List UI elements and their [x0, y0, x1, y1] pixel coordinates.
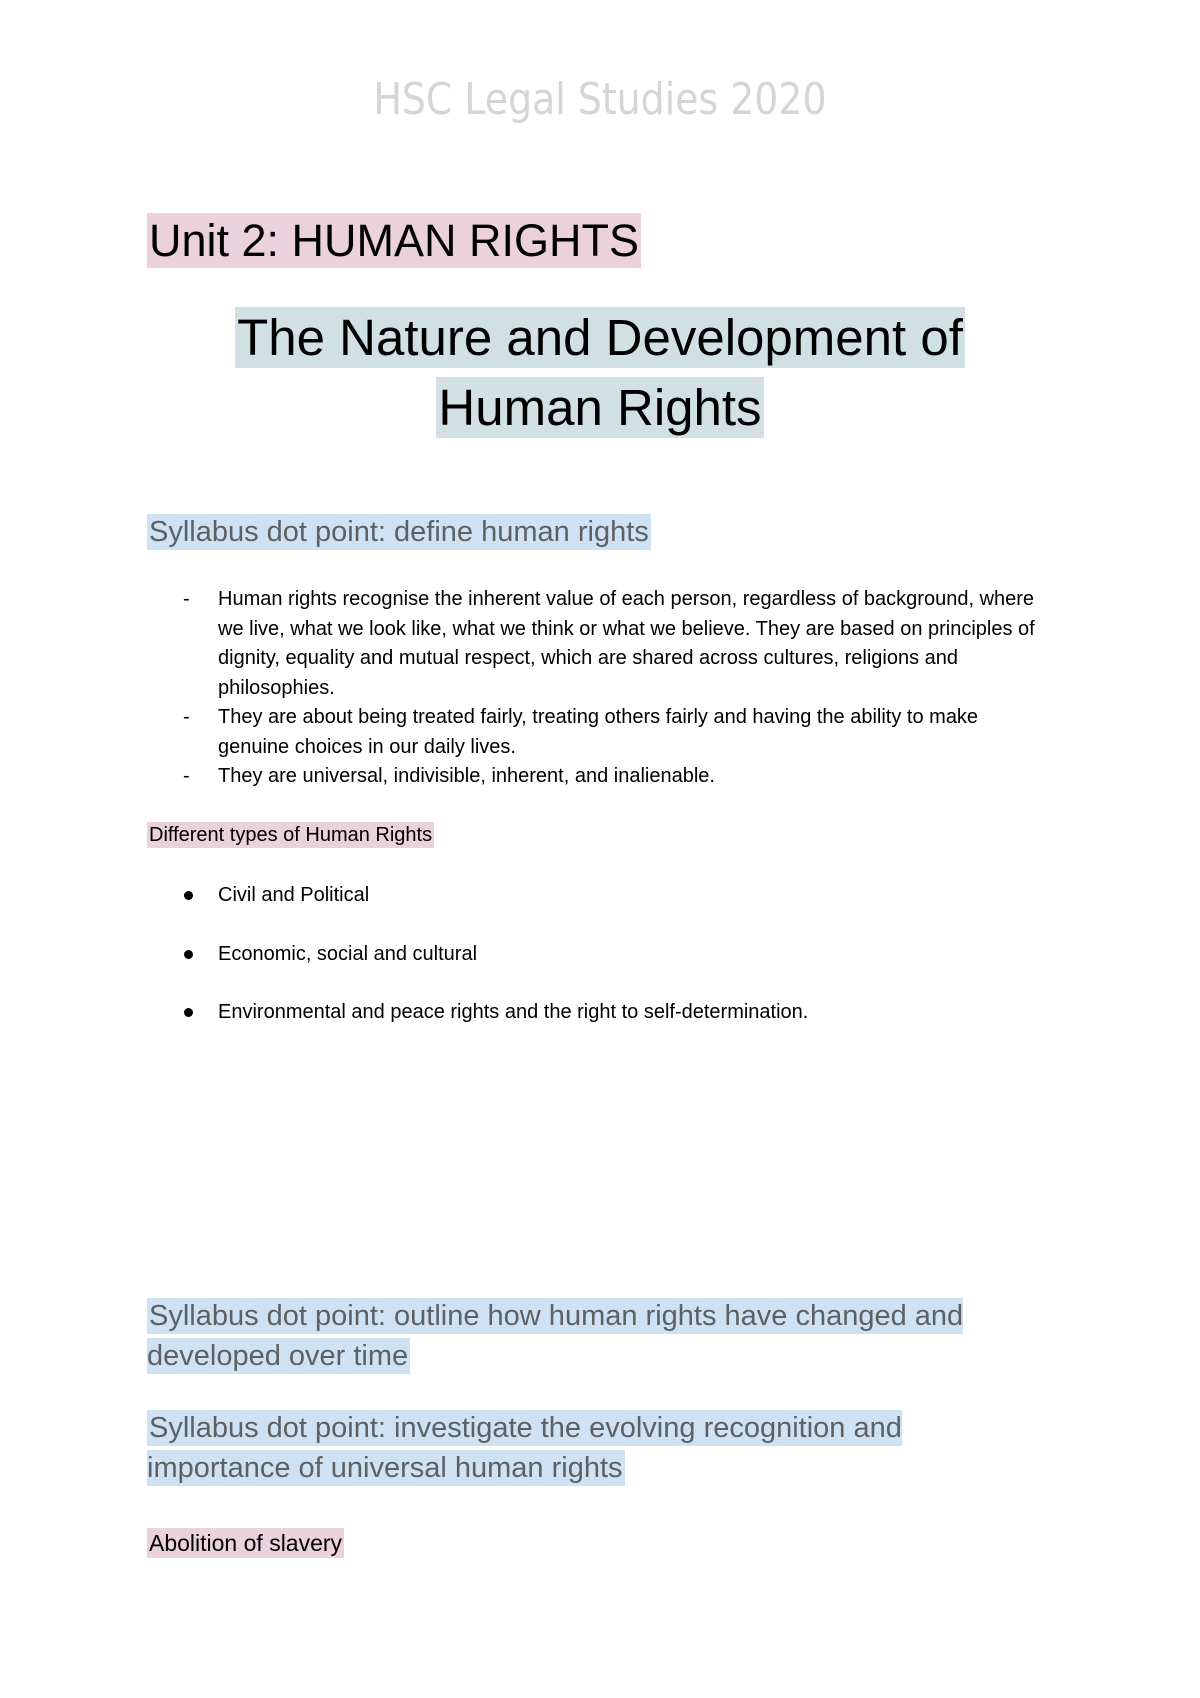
list-item — [147, 940, 1047, 969]
types-heading — [147, 821, 434, 849]
bullet-icon — [184, 891, 193, 900]
dash-marker: - — [183, 706, 190, 728]
slavery-heading — [147, 1529, 344, 1557]
list-item — [147, 762, 1047, 792]
list-item — [147, 998, 1047, 1027]
unit-title — [147, 213, 641, 269]
syllabus-heading-investigate — [147, 1408, 1047, 1488]
unit-title-text: Unit 2: HUMAN RIGHTS — [149, 215, 640, 266]
list-item-text: They are about being treated fairly, treating others fairly and having the ability to make genuine choices in our daily lives. — [218, 706, 979, 758]
syllabus-heading-define — [147, 512, 651, 552]
dash-marker: - — [183, 588, 190, 610]
syllabus-heading-investigate-text: Syllabus dot point: investigate the evolving recognition and importance of universal human rights — [147, 1412, 902, 1484]
list-item-text: Civil and Political — [218, 884, 370, 906]
list-item — [147, 585, 1047, 703]
slavery-heading-text: Abolition of slavery — [149, 1530, 343, 1556]
list-item-text: Economic, social and cultural — [218, 942, 478, 965]
list-item — [147, 703, 1047, 762]
header-title: HSC Legal Studies 2020 — [373, 74, 827, 125]
page-header — [84, 74, 1116, 125]
main-title — [0, 303, 1200, 443]
list-item-text: Human rights recognise the inherent value of each person, regardless of background, where we live, what we look like, what we think or what we believe. They are based on principles of dignity, equality and mutual respect, which are shared across cultures, religions and philosophies. — [218, 588, 1035, 699]
syllabus-heading-outline — [147, 1296, 1047, 1376]
definition-list — [147, 585, 1047, 792]
main-title-line-2: Human Rights — [438, 379, 762, 436]
types-heading-text: Different types of Human Rights — [149, 824, 433, 846]
list-item-text: Environmental and peace rights and the right to self-determination. — [218, 1001, 809, 1023]
syllabus-heading-outline-text: Syllabus dot point: outline how human rights have changed and developed over time — [147, 1300, 964, 1372]
bullet-icon — [184, 1008, 193, 1017]
main-title-line-1: The Nature and Development of — [237, 309, 963, 366]
bullet-icon — [184, 950, 193, 959]
list-item — [147, 881, 1047, 910]
types-list — [147, 881, 1047, 1057]
list-item-text: They are universal, indivisible, inherent, and inalienable. — [218, 765, 715, 787]
syllabus-heading-define-text: Syllabus dot point: define human rights — [149, 516, 649, 548]
dash-marker: - — [183, 765, 190, 787]
